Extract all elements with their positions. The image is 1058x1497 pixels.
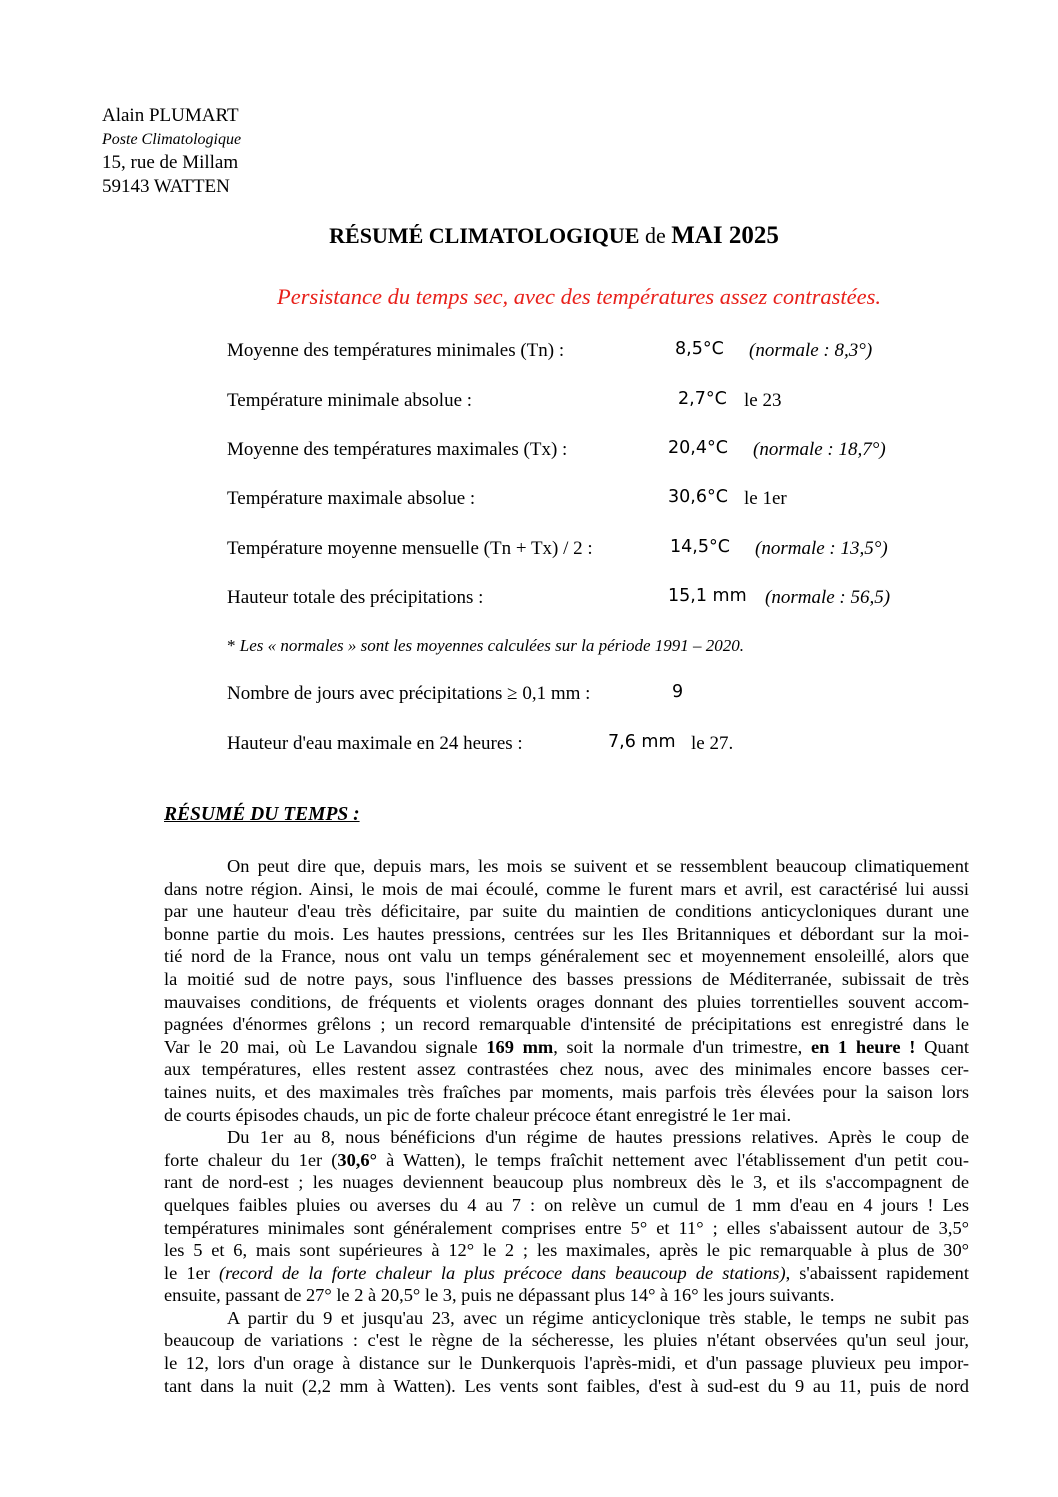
text-line: aux températures, elles restent assez contrastées chez nous, avec des minimales encore basses cer- [164,1059,969,1080]
text-line: A partir du 9 et jusqu'au 23, avec un régime anticyclonique très stable, le temps ne subit pas [227,1307,969,1328]
text-line: pagnées d'énormes grêlons ; un record remarquable d'intensité de précipitations est enregistré dans le [164,1014,969,1035]
stat-value: 20,4°C [668,438,728,458]
stat-normal: (normale : 8,3°) [749,340,873,361]
stat-value: 2,7°C [678,389,727,409]
text-line: rant de nord-est ; les nuages deviennent beaucoup plus nombreux dès le 3, et ils s'accompagnent de [164,1172,969,1193]
text-line: ensuite, passant de 27° le 2 à 20,5° le 3, puis ne dépassant plus 14° à 16° les jours suivants. [164,1285,835,1306]
stat-day: le 27. [691,733,734,754]
page-title [0,222,1058,250]
title-month: MAI 2025 [671,222,779,249]
title-de: de [644,223,666,248]
text-line: mauvaises conditions, de fréquents et violents orages donnant des pluies torrentielles souvent accom- [164,991,969,1012]
stat-value: 9 [672,682,684,702]
text-line: beaucoup de variations : c'est le règne de la sécheresse, les pluies n'étant observées qu'un seul jour, [164,1330,969,1351]
stat-label: Nombre de jours avec précipitations ≥ 0,1 mm : [227,683,591,704]
text-segment: Var le 20 mai, où Le Lavandou signale [164,1036,478,1057]
sender-name: Alain PLUMART [102,105,239,126]
text-line: bonne partie du mois. Les hautes pressions, centrées sur les Iles Britanniques et débordant sur la moi- [164,923,969,944]
stat-label: Température minimale absolue : [227,390,473,411]
text-bold: en 1 heure ! [810,1036,916,1057]
stat-label: Hauteur d'eau maximale en 24 heures : [227,733,523,754]
text-line [164,1262,969,1285]
sender-city: 59143 WATTEN [102,175,230,197]
text-segment: le 1er [164,1262,210,1283]
text-bold: 169 mm [486,1036,554,1057]
text-segment: forte chaleur du 1er ( [164,1149,338,1170]
note-star: * [227,636,236,655]
text-segment: à Watten), le temps fraîchit nettement avec l'établissement d'un petit cou- [376,1149,969,1170]
sender-street: 15, rue de Millam [102,152,239,173]
section-heading: RÉSUMÉ DU TEMPS : [164,804,360,825]
text-line: Du 1er au 8, nous bénéficions d'un régime de hautes pressions relatives. Après le coup de [227,1127,969,1148]
stat-value: 8,5°C [675,339,724,359]
text-line: tant dans la nuit (2,2 mm à Watten). Les vents sont faibles, d'est à sud-est du 9 au 11, puis de nord [164,1375,969,1396]
sender-address [102,104,241,198]
text-bold: 30,6° [337,1149,377,1170]
text-line: le 12, lors d'un orage à distance sur le Dunkerquois l'après-midi, et d'un passage pluvieux peu impor- [164,1353,969,1374]
title-main: RÉSUMÉ CLIMATOLOGIQUE [329,223,640,248]
text-line: tié nord de la France, nous ont valu un temps généralement sec et moyennement ensoleillé, alors que [164,946,969,967]
stat-value: 14,5°C [670,537,730,557]
text-italic: (record de la forte chaleur la plus précoce dans beaucoup de stations) [218,1262,786,1283]
stat-normal: (normale : 13,5°) [755,538,888,559]
stat-normal: (normale : 18,7°) [753,439,886,460]
stat-value: 15,1 mm [668,586,747,606]
sender-role: Poste Climatologique [102,130,242,148]
text-line [164,1036,969,1059]
text-line: taines nuits, et des maximales très fraîches par moments, mais parfois très élevées pour la saison lors [164,1081,969,1102]
text-line: par une hauteur d'eau très déficitaire, par suite du maintien de conditions anticycloniques durant une [164,901,969,922]
stat-label: Température maximale absolue : [227,488,476,509]
stat-normal: (normale : 56,5) [765,587,891,608]
normals-note [227,636,744,656]
stat-value: 7,6 mm [608,732,676,752]
stat-label: Moyenne des températures minimales (Tn) : [227,340,565,361]
text-segment: Quant [924,1036,970,1057]
text-line: la moitié sud de notre pays, sous l'influence des basses pressions de Méditerranée, subissait de très [164,968,969,989]
note-text: Les « normales » sont les moyennes calculées sur la période 1991 – 2020. [239,636,745,655]
stat-label: Moyenne des températures maximales (Tx) : [227,439,568,460]
stat-day: le 23 [744,390,782,411]
text-line: de courts épisodes chauds, un pic de forte chaleur précoce étant enregistré le 1er mai. [164,1104,792,1125]
weather-summary-text [164,855,969,1397]
stat-label: Température moyenne mensuelle (Tn + Tx) / 2 : [227,538,593,559]
subtitle: Persistance du temps sec, avec des températures assez contrastées. [276,284,882,309]
stat-value: 30,6°C [668,487,728,507]
text-line: dans notre région. Ainsi, le mois de mai écoulé, comme le furent mars et avril, est caractérisé lui aussi [164,878,969,899]
text-line: On peut dire que, depuis mars, les mois se suivent et se ressemblent beaucoup climatiquement [227,856,969,876]
text-line [164,1149,969,1172]
text-segment: , soit la normale d'un trimestre, [553,1036,803,1057]
text-segment: , s'abaissent rapidement [785,1262,969,1283]
stat-day: le 1er [744,488,787,509]
text-line: températures minimales sont généralement comprises entre 5° et 11° ; elles s'abaissent autour de 3,5° [164,1217,969,1238]
text-line: quelques faibles pluies ou averses du 4 au 7 : on relève un cumul de 1 mm d'eau en 4 jours ! Les [164,1194,969,1215]
stat-label: Hauteur totale des précipitations : [227,587,484,608]
text-line: les 5 et 6, mais sont supérieures à 12° le 2 ; les maximales, après le pic remarquable à plus de 30° [164,1240,969,1261]
